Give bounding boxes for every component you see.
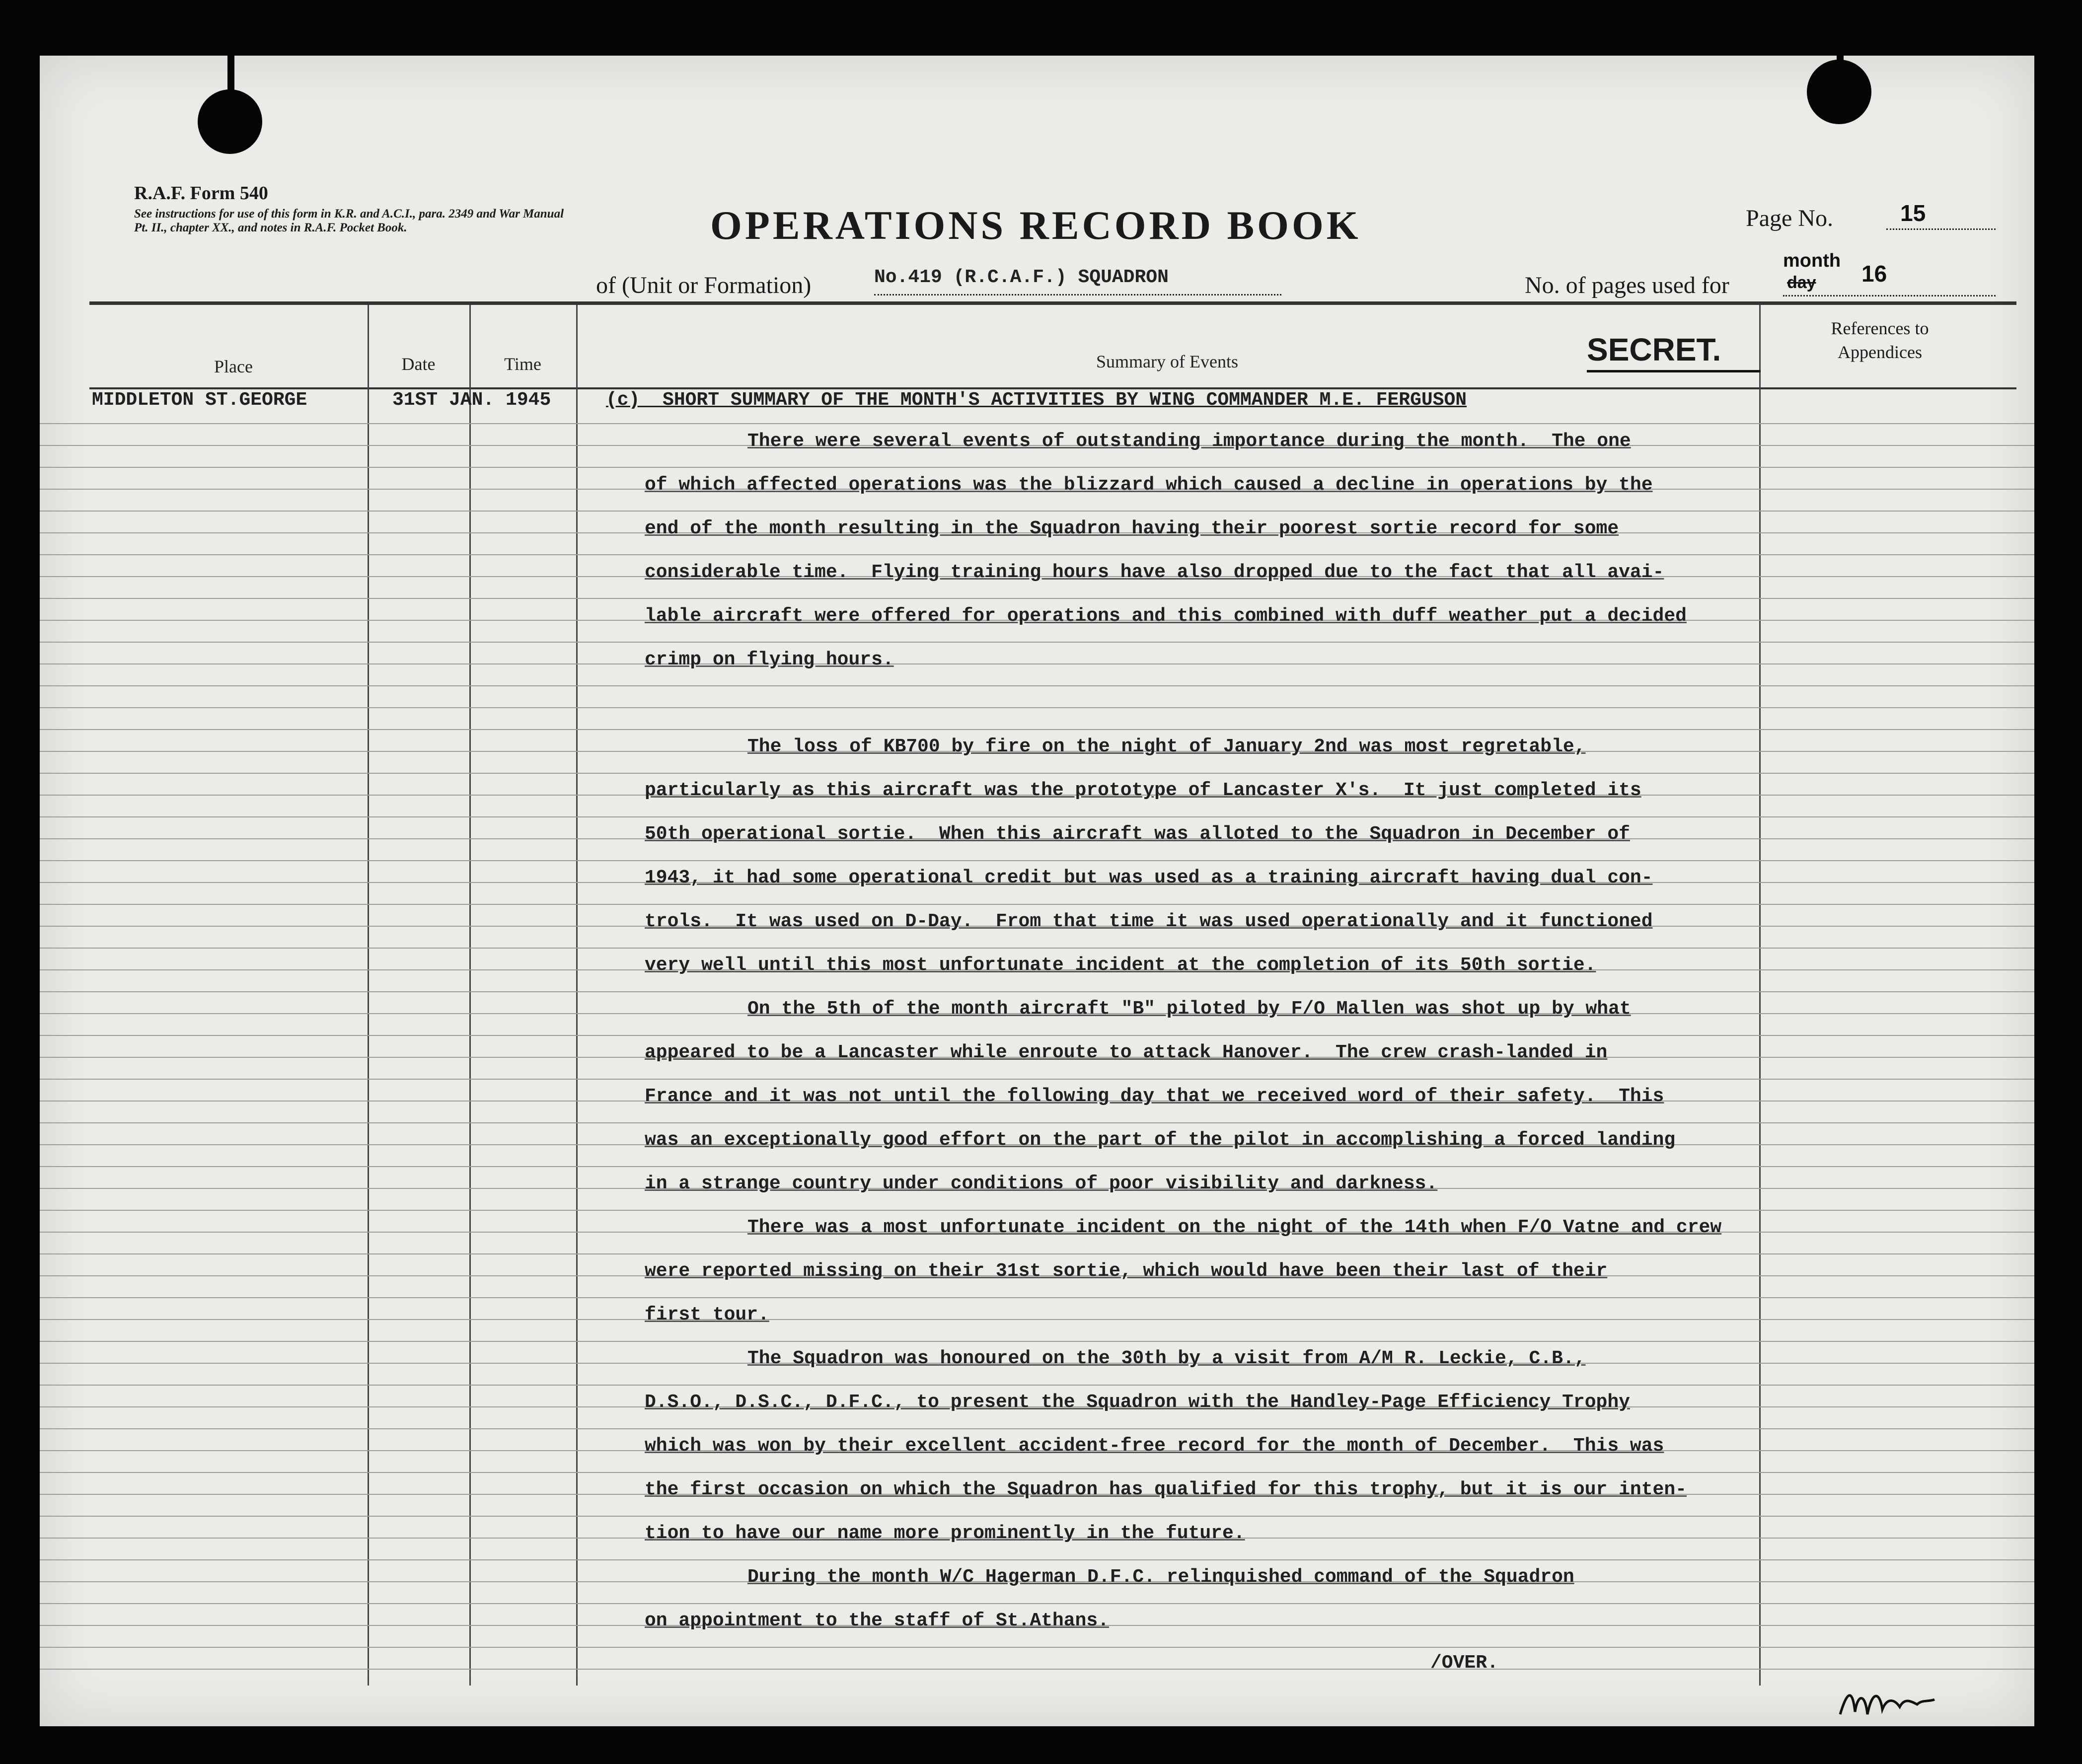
ruled-line: [40, 860, 2034, 861]
summary-line: end of the month resulting in the Squadron having their poorest sortie record for some: [645, 518, 1619, 539]
summary-line: were reported missing on their 31st sortie, which would have been their last of their: [645, 1260, 1608, 1282]
ruled-line: [40, 1472, 2034, 1473]
unit-value: No.419 (R.C.A.F.) SQUADRON: [874, 267, 1169, 288]
entry-date: 31ST JAN. 1945: [392, 389, 551, 411]
ruled-line: [40, 1253, 2034, 1254]
ruled-line: [40, 707, 2034, 708]
page-no-label: Page No.: [1746, 205, 1833, 231]
summary-line: During the month W/C Hagerman D.F.C. relinquished command of the Squadron: [747, 1566, 1574, 1588]
classification-underline: [1587, 370, 1761, 372]
col-place: Place: [214, 357, 253, 376]
top-rule: [89, 301, 2016, 305]
summary-line: On the 5th of the month aircraft "B" piloted by F/O Mallen was shot up by what: [747, 998, 1631, 1020]
summary-line: appeared to be a Lancaster while enroute to attack Hanover. The crew crash-landed in: [645, 1042, 1608, 1063]
summary-line: The loss of KB700 by fire on the night of January 2nd was most regretable,: [747, 736, 1586, 757]
entry-place: MIDDLETON ST.GEORGE: [92, 389, 307, 411]
summary-line: the first occasion on which the Squadron has qualified for this trophy, but it is our inten-: [645, 1479, 1687, 1500]
ruled-line: [40, 1603, 2034, 1604]
col-references: References to Appendices: [1831, 318, 1929, 362]
entry-heading: (c) SHORT SUMMARY OF THE MONTH'S ACTIVITIES BY WING COMMANDER M.E. FERGUSON: [606, 389, 1467, 411]
classification-stamp: SECRET.: [1587, 332, 1721, 368]
ruled-line: [40, 642, 2034, 643]
ruled-line: [40, 1385, 2034, 1386]
summary-line: was an exceptionally good effort on the part of the pilot in accomplishing a forced landing: [645, 1129, 1676, 1151]
pages-used-label: No. of pages used for: [1525, 272, 1729, 298]
ruled-line: [40, 948, 2034, 949]
ruled-line: [40, 1035, 2034, 1036]
record-sheet: [40, 56, 2034, 1726]
summary-line: in a strange country under conditions of poor visibility and darkness.: [645, 1173, 1438, 1194]
ruled-line: [40, 511, 2034, 512]
ruled-line: [40, 729, 2034, 730]
page-no-value: 15: [1900, 200, 1926, 226]
ruled-line: [40, 1647, 2034, 1648]
punch-hole-left: [198, 89, 262, 154]
col-divider-time: [576, 305, 578, 1686]
ruled-line: [40, 1210, 2034, 1211]
col-summary: Summary of Events: [1096, 352, 1238, 371]
ruled-line: [40, 773, 2034, 774]
col-date: Date: [401, 354, 436, 374]
pages-used-underline: [1783, 295, 1996, 296]
form-instructions: See instructions for use of this form in K.R. and A.C.I., para. 2349 and War Manual Pt. II., chapter XX., and notes in R.A.F. Pocket Book.: [134, 207, 564, 234]
summary-line: France and it was not until the following day that we received word of their safety. This: [645, 1086, 1664, 1107]
col-time: Time: [504, 354, 541, 374]
summary-line: first tour.: [645, 1304, 769, 1325]
pages-used-struck: day: [1787, 273, 1816, 292]
unit-label: of (Unit or Formation): [596, 272, 812, 298]
page-title: OPERATIONS RECORD BOOK: [710, 203, 1361, 248]
continuation-note: /OVER.: [1430, 1652, 1498, 1674]
col-divider-date: [469, 305, 471, 1686]
ruled-line: [40, 1079, 2034, 1080]
form-number: R.A.F. Form 540: [134, 183, 268, 204]
ruled-line: [40, 467, 2034, 468]
page-no-underline: [1886, 228, 1996, 230]
summary-line: There were several events of outstanding importance during the month. The one: [747, 431, 1631, 452]
summary-line: considerable time. Flying training hours have also dropped due to the fact that all avai-: [645, 562, 1664, 583]
ruled-line: [40, 663, 2034, 664]
ruled-line: [40, 1559, 2034, 1560]
summary-line: which was won by their excellent accident-free record for the month of December. This was: [645, 1435, 1664, 1457]
summary-line: tion to have our name more prominently in the future.: [645, 1523, 1245, 1544]
ruled-line: [40, 1166, 2034, 1167]
ruled-line: [40, 816, 2034, 817]
pages-used-value: 16: [1861, 261, 1887, 287]
binder-hook-right: [1837, 56, 1844, 71]
ruled-line: [40, 554, 2034, 555]
summary-line: particularly as this aircraft was the prototype of Lancaster X's. It just completed its: [645, 780, 1641, 801]
summary-line: of which affected operations was the blizzard which caused a decline in operations by the: [645, 474, 1653, 496]
ruled-line: [40, 1516, 2034, 1517]
summary-line: crimp on flying hours.: [645, 649, 894, 670]
ruled-line: [40, 904, 2034, 905]
summary-line: There was a most unfortunate incident on the night of the 14th when F/O Vatne and crew: [747, 1217, 1722, 1238]
ruled-line: [40, 598, 2034, 599]
ruled-line: [40, 1341, 2034, 1342]
ruled-line: [40, 1122, 2034, 1123]
binder-hook-left: [227, 56, 234, 95]
ruled-line: [40, 1428, 2034, 1429]
signature-initials: [1838, 1680, 1937, 1724]
summary-line: The Squadron was honoured on the 30th by a visit from A/M R. Leckie, C.B.,: [747, 1348, 1586, 1369]
col-divider-place: [368, 305, 369, 1686]
summary-line: lable aircraft were offered for operations and this combined with duff weather put a decided: [645, 605, 1687, 627]
summary-line: 1943, it had some operational credit but was used as a training aircraft having dual con-: [645, 867, 1653, 888]
unit-underline: [874, 294, 1281, 295]
ruled-line: [40, 1297, 2034, 1298]
summary-line: 50th operational sortie. When this aircraft was alloted to the Squadron in December of: [645, 823, 1630, 845]
ruled-line: [40, 423, 2034, 424]
ruled-line: [40, 1669, 2034, 1670]
pages-used-period: month: [1783, 250, 1841, 271]
col-divider-summary: [1759, 305, 1761, 1686]
summary-line: D.S.O., D.S.C., D.F.C., to present the Squadron with the Handley-Page Efficiency Trophy: [645, 1392, 1630, 1413]
ruled-line: [40, 991, 2034, 992]
summary-line: trols. It was used on D-Day. From that time it was used operationally and it functioned: [645, 911, 1653, 932]
summary-line: on appointment to the staff of St.Athans.: [645, 1610, 1109, 1631]
summary-line: very well until this most unfortunate incident at the completion of its 50th sortie.: [645, 955, 1596, 976]
ruled-line: [40, 1319, 2034, 1320]
ruled-line: [40, 685, 2034, 686]
